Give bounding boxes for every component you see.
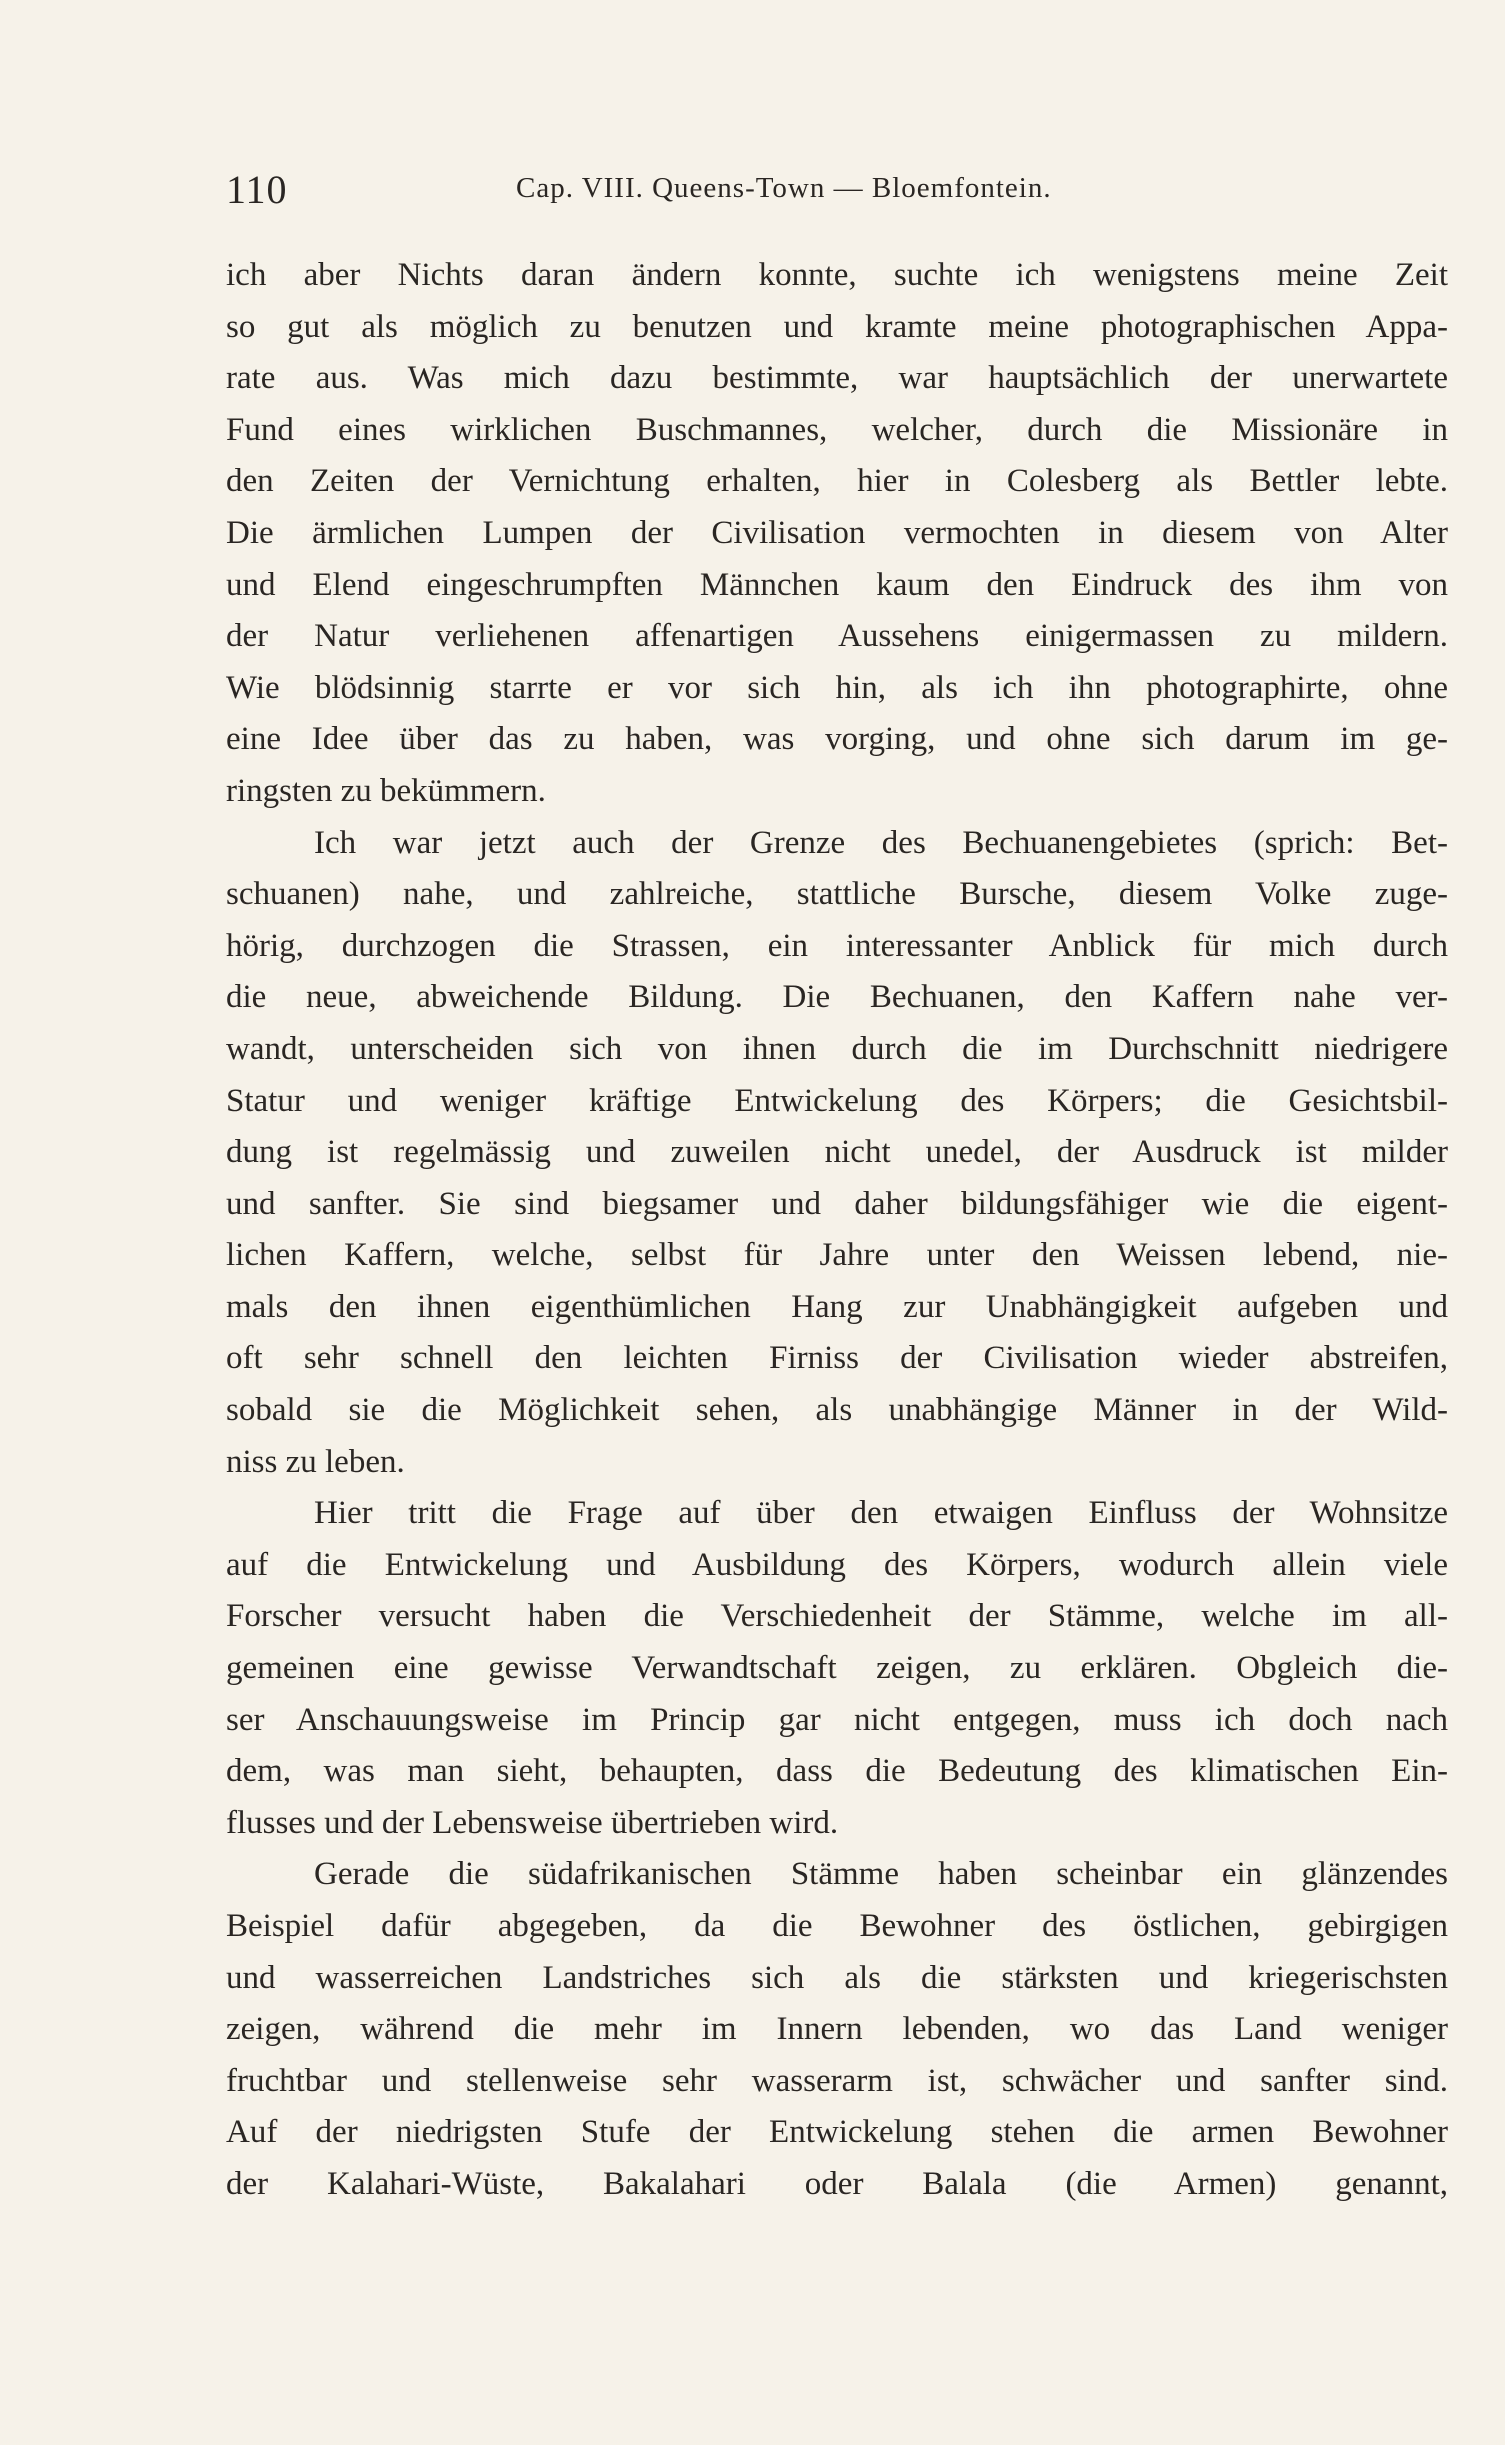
text-line: niss zu leben. xyxy=(226,1443,405,1480)
text-line: und sanfter. Sie sind biegsamer und daher bildungsfähiger wie die eigent- xyxy=(226,1185,1448,1222)
text-line: dem, was man sieht, behaupten, dass die Bedeutung des klimatischen Ein- xyxy=(226,1753,1448,1790)
text-line: der Kalahari-Wüste, Bakalahari oder Balala (die Armen) genannt, xyxy=(226,2165,1448,2202)
text-line: Statur und weniger kräftige Entwickelung des Körpers; die Gesichtsbil- xyxy=(226,1082,1448,1119)
text-line: ringsten zu bekümmern. xyxy=(226,772,546,809)
text-line: ser Anschauungsweise im Princip gar nicht entgegen, muss ich doch nach xyxy=(226,1701,1448,1738)
text-line: Forscher versucht haben die Verschiedenheit der Stämme, welche im all- xyxy=(226,1598,1448,1635)
text-line: fruchtbar und stellenweise sehr wasserarm ist, schwächer und sanfter sind. xyxy=(226,2062,1448,2099)
text-line: Die ärmlichen Lumpen der Civilisation vermochten in diesem von Alter xyxy=(226,514,1448,551)
text-line: Wie blödsinnig starrte er vor sich hin, als ich ihn photographirte, ohne xyxy=(226,669,1448,706)
text-line: auf die Entwickelung und Ausbildung des Körpers, wodurch allein viele xyxy=(226,1546,1448,1583)
text-line: schuanen) nahe, und zahlreiche, stattliche Bursche, diesem Volke zuge- xyxy=(226,876,1448,913)
text-line: oft sehr schnell den leichten Firniss der Civilisation wieder abstreifen, xyxy=(226,1340,1448,1377)
text-line: lichen Kaffern, welche, selbst für Jahre unter den Weissen lebend, nie- xyxy=(226,1237,1448,1274)
text-line: eine Idee über das zu haben, was vorging, und ohne sich darum im ge- xyxy=(226,721,1448,758)
body-text xyxy=(226,250,1448,2211)
text-line: und Elend eingeschrumpften Männchen kaum den Eindruck des ihm von xyxy=(226,566,1448,603)
text-line: den Zeiten der Vernichtung erhalten, hier in Colesberg als Bettler lebte. xyxy=(226,463,1448,500)
page-number: 110 xyxy=(226,167,288,212)
text-line: sobald sie die Möglichkeit sehen, als unabhängige Männer in der Wild- xyxy=(226,1392,1448,1429)
text-line: und wasserreichen Landstriches sich als die stärksten und kriegerischsten xyxy=(226,1959,1448,1996)
text-line: dung ist regelmässig und zuweilen nicht unedel, der Ausdruck ist milder xyxy=(226,1134,1448,1171)
text-line: Fund eines wirklichen Buschmannes, welcher, durch die Missionäre in xyxy=(226,411,1448,448)
text-line: mals den ihnen eigenthümlichen Hang zur Unabhängigkeit aufgeben und xyxy=(226,1288,1448,1325)
text-line: Auf der niedrigsten Stufe der Entwickelung stehen die armen Bewohner xyxy=(226,2114,1448,2151)
page-header xyxy=(226,160,1448,220)
text-line: ich aber Nichts daran ändern konnte, suchte ich wenigstens meine Zeit xyxy=(226,257,1448,293)
text-line: rate aus. Was mich dazu bestimmte, war hauptsächlich der unerwartete xyxy=(226,360,1448,397)
text-line: die neue, abweichende Bildung. Die Bechuanen, den Kaffern nahe ver- xyxy=(226,979,1448,1016)
text-line: so gut als möglich zu benutzen und kramte meine photographischen Appa- xyxy=(226,308,1448,345)
text-line: Beispiel dafür abgegeben, da die Bewohner des östlichen, gebirgigen xyxy=(226,1908,1448,1944)
paragraph-start-line: Hier tritt die Frage auf über den etwaigen Einfluss der Wohnsitze xyxy=(314,1495,1448,1532)
text-line: der Natur verliehenen affenartigen Aussehens einigermassen zu mildern. xyxy=(226,618,1448,655)
running-head: Cap. VIII. Queens-Town — Bloemfontein. xyxy=(516,172,1052,204)
text-line: gemeinen eine gewisse Verwandtschaft zeigen, zu erklären. Obgleich die- xyxy=(226,1650,1448,1687)
text-line: hörig, durchzogen die Strassen, ein interessanter Anblick für mich durch xyxy=(226,927,1448,964)
paragraph-start-line: Gerade die südafrikanischen Stämme haben scheinbar ein glänzendes xyxy=(314,1856,1448,1893)
text-line: flusses und der Lebensweise übertrieben wird. xyxy=(226,1804,839,1841)
paragraph-start-line: Ich war jetzt auch der Grenze des Bechuanengebietes (sprich: Bet- xyxy=(314,824,1448,861)
text-line: zeigen, während die mehr im Innern lebenden, wo das Land weniger xyxy=(226,2011,1448,2048)
text-line: wandt, unterscheiden sich von ihnen durch die im Durchschnitt niedrigere xyxy=(226,1030,1448,1067)
